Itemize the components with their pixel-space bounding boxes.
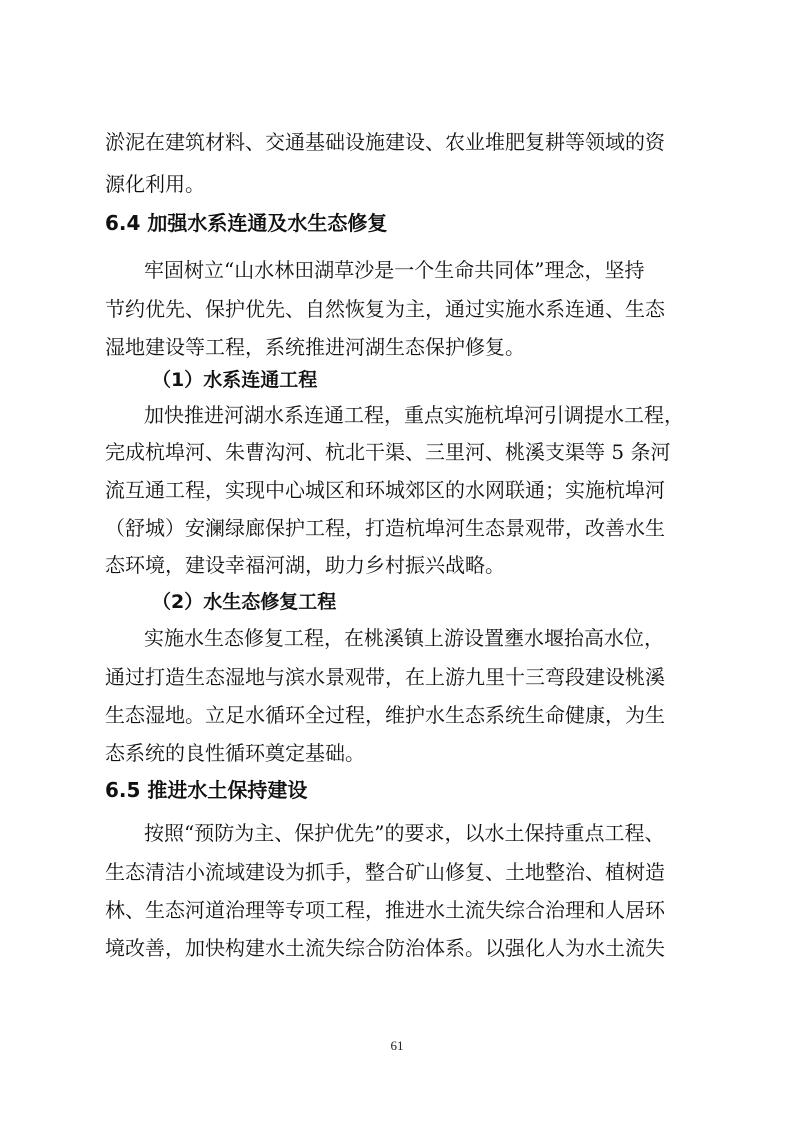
body-text-line: 态环境，建设幸福河湖，助力乡村振兴战略。 bbox=[105, 553, 505, 577]
body-text-line: 生态湿地。立足水循环全过程，维护水生态系统生命健康，为生 bbox=[105, 703, 665, 727]
body-text-line: 通过打造生态湿地与滨水景观带，在上游九里十三弯段建设桃溪 bbox=[105, 665, 665, 689]
paragraph-first-line: 牢固树立“山水林田湖草沙是一个生命共同体”理念，坚持 bbox=[144, 258, 645, 282]
body-text-line: 林、生态河道治理等专项工程，推进水土流失综合治理和人居环 bbox=[105, 898, 665, 922]
body-text-line: 源化利用。 bbox=[105, 172, 205, 196]
body-text-line: 淤泥在建筑材料、交通基础设施建设、农业堆肥复耕等领域的资 bbox=[105, 130, 665, 154]
paragraph-first-line: 按照“预防为主、保护优先”的要求，以水土保持重点工程、 bbox=[144, 821, 665, 845]
section-heading-6-5: 6.5 推进水土保持建设 bbox=[105, 778, 308, 802]
body-text-line: 节约优先、保护优先、自然恢复为主，通过实施水系连通、生态 bbox=[105, 297, 665, 321]
body-text-line: 完成杭埠河、朱曹沟河、杭北干渠、三里河、桃溪支渠等 5 条河 bbox=[105, 440, 671, 464]
subsection-heading-1: （1）水系连通工程 bbox=[152, 369, 318, 391]
subsection-heading-2: （2）水生态修复工程 bbox=[152, 591, 337, 613]
body-text-line: 态系统的良性循环奠定基础。 bbox=[105, 741, 365, 765]
paragraph-first-line: 加快推进河湖水系连通工程，重点实施杭埠河引调提水工程， bbox=[144, 403, 684, 427]
body-text-line: 生态清洁小流域建设为抓手，整合矿山修复、土地整治、植树造 bbox=[105, 860, 665, 884]
page-number: 61 bbox=[390, 1038, 404, 1053]
body-text-line: 流互通工程，实现中心城区和环城郊区的水网联通；实施杭埠河 bbox=[105, 478, 665, 502]
body-text-line: 境改善，加快构建水土流失综合防治体系。以强化人为水土流失 bbox=[105, 936, 665, 960]
section-heading-6-4: 6.4 加强水系连通及水生态修复 bbox=[105, 211, 388, 235]
paragraph-first-line: 实施水生态修复工程，在桃溪镇上游设置壅水堰抬高水位， bbox=[144, 626, 664, 650]
body-text-line: 湿地建设等工程，系统推进河湖生态保护修复。 bbox=[105, 335, 525, 359]
body-text-line: （舒城）安澜绿廊保护工程，打造杭埠河生态景观带，改善水生 bbox=[105, 516, 665, 540]
